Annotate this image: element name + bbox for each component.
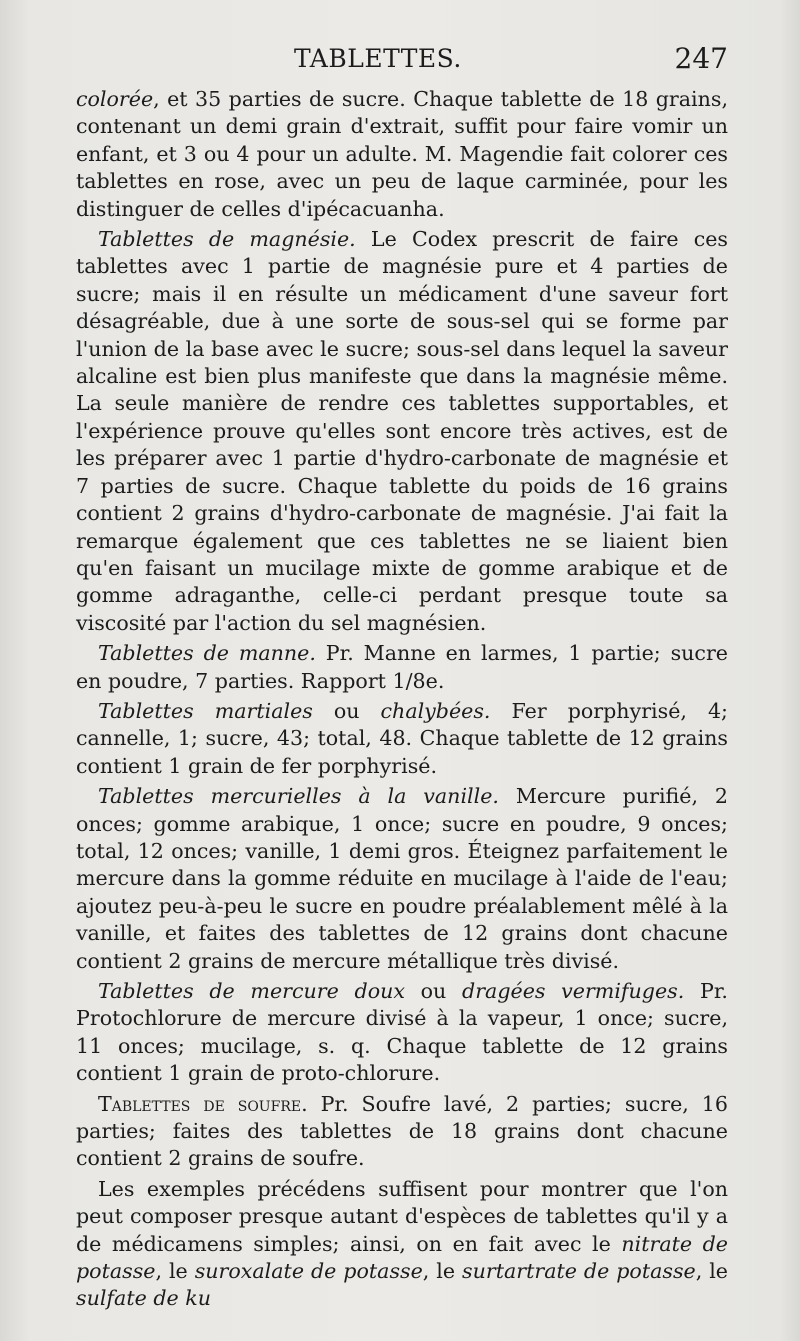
paragraph-magnesie-heading: Tablettes de magnésie. <box>98 227 356 252</box>
term-surtartrate: surtartrate de potasse <box>462 1259 696 1284</box>
paragraph-mercurielles-heading: Tablettes mercurielles à la vanille. <box>98 784 499 809</box>
paragraph-martiales-heading: Tablettes martiales <box>98 698 313 723</box>
paragraph-manne-heading: Tablettes de manne. <box>98 641 316 666</box>
page-number: 247 <box>674 42 728 75</box>
separator-1: , le <box>155 1259 195 1284</box>
paragraph-martiales-alt-heading: chalybées. <box>380 698 491 723</box>
paragraph-exemples <box>76 1176 728 1313</box>
term-nitrate: nitrate de potasse <box>76 1231 728 1284</box>
paragraph-mercure-doux-connector: ou <box>404 979 463 1003</box>
paragraph-soufre <box>76 1091 728 1173</box>
paragraph-mercure-doux <box>76 978 728 1088</box>
paragraph-1 <box>76 86 728 223</box>
paragraph-mercurielles-text: Mercure purifié, 2 onces; gomme arabique, 1 once; sucre en poudre, 9 onces; total, 12 onces; vanille, 1 demi gros. Éteignez parfaitement le mercure dans la gomme réduite en mucilage à l'aide de l'eau; ajoutez peu-à-peu le sucre en poudre préalablement mêlé à la vanille, et faites des tablettes de 12 grains dont chacune contient 2 grains de mercure métallique très divisé. <box>76 784 728 973</box>
paragraph-martiales-connector: ou <box>312 698 381 723</box>
paragraph-mercure-doux-text: Pr. Protochlorure de mercure divisé à la vapeur, 1 once; sucre, 11 onces; mucilage, s. q. Chaque tablette de 12 grains contient 1 grain de proto-chlorure. <box>76 979 728 1086</box>
separator-2: , le <box>422 1259 463 1284</box>
page-header <box>76 38 728 78</box>
body-text <box>76 86 728 1316</box>
running-title: TABLETTES. <box>294 44 462 73</box>
term-suroxalate: suroxalate de potasse <box>194 1259 423 1284</box>
paragraph-mercure-doux-heading: Tablettes de mercure doux <box>98 979 405 1003</box>
paragraph-soufre-text: Pr. Soufre lavé, 2 parties; sucre, 16 parties; faites des tablettes de 18 grains dont chacune contient 2 grains de soufre. <box>76 1091 728 1171</box>
paragraph-martiales-text: Fer porphyrisé, 4; cannelle, 1; sucre, 43; total, 48. Chaque tablette de 12 grains contient 1 grain de fer porphyrisé. <box>76 698 728 778</box>
paragraph-1-text: , et 35 parties de sucre. Chaque tablette de 18 grains, contenant un demi grain d'extrait, suffit pour faire vomir un enfant, et 3 ou 4 pour un adulte. M. Magendie fait colorer ces tablettes en rose, avec un peu de laque carminée, pour les distinguer de celles d'ipécacuanha. <box>76 87 728 221</box>
paragraph-mercurielles <box>76 783 728 975</box>
paragraph-martiales <box>76 698 728 780</box>
paragraph-1-lead: colorée <box>76 87 154 111</box>
separator-3: , le <box>695 1259 728 1284</box>
paragraph-soufre-heading: Tablettes de soufre. <box>98 1091 308 1116</box>
paragraph-magnesie-text: Le Codex prescrit de faire ces tablettes avec 1 partie de magnésie pure et 4 parties de sucre; mais il en résulte un médicament d'une saveur fort désagréable, due à une sorte de sous-sel qui se forme par l'union de la base avec le sucre; sous-sel dans lequel la saveur alcaline est bien plus manifeste que dans la magnésie même. La seule manière de rendre ces tablettes supportables, et l'expérience prouve qu'elles sont encore très actives, est de les préparer avec 1 partie d'hydro-carbonate de magnésie et 7 parties de sucre. Chaque tablette du poids de 16 grains contient 2 grains d'hydro-carbonate de magnésie. J'ai fait la remarque également que ces tablettes ne se liaient bien qu'en faisant un mucilage mixte de gomme arabique et de gomme adraganthe, celle-ci perdant presque toute sa viscosité par l'action du sel magnésien. <box>76 227 728 635</box>
paragraph-manne-text: Pr. Manne en larmes, 1 partie; sucre en poudre, 7 parties. Rapport 1/8e. <box>76 641 728 693</box>
paragraph-magnesie <box>76 226 728 637</box>
paragraph-mercure-doux-alt-heading: dragées vermifuges. <box>462 979 685 1003</box>
paragraph-exemples-text: Les exemples précédens suffisent pour montrer que l'on peut composer presque autant d'espèces de tablettes qu'il y a de médicamens simples; ainsi, on en fait avec le <box>76 1176 728 1256</box>
term-sulfate: sulfate de ku <box>76 1286 211 1311</box>
paragraph-manne <box>76 640 728 695</box>
